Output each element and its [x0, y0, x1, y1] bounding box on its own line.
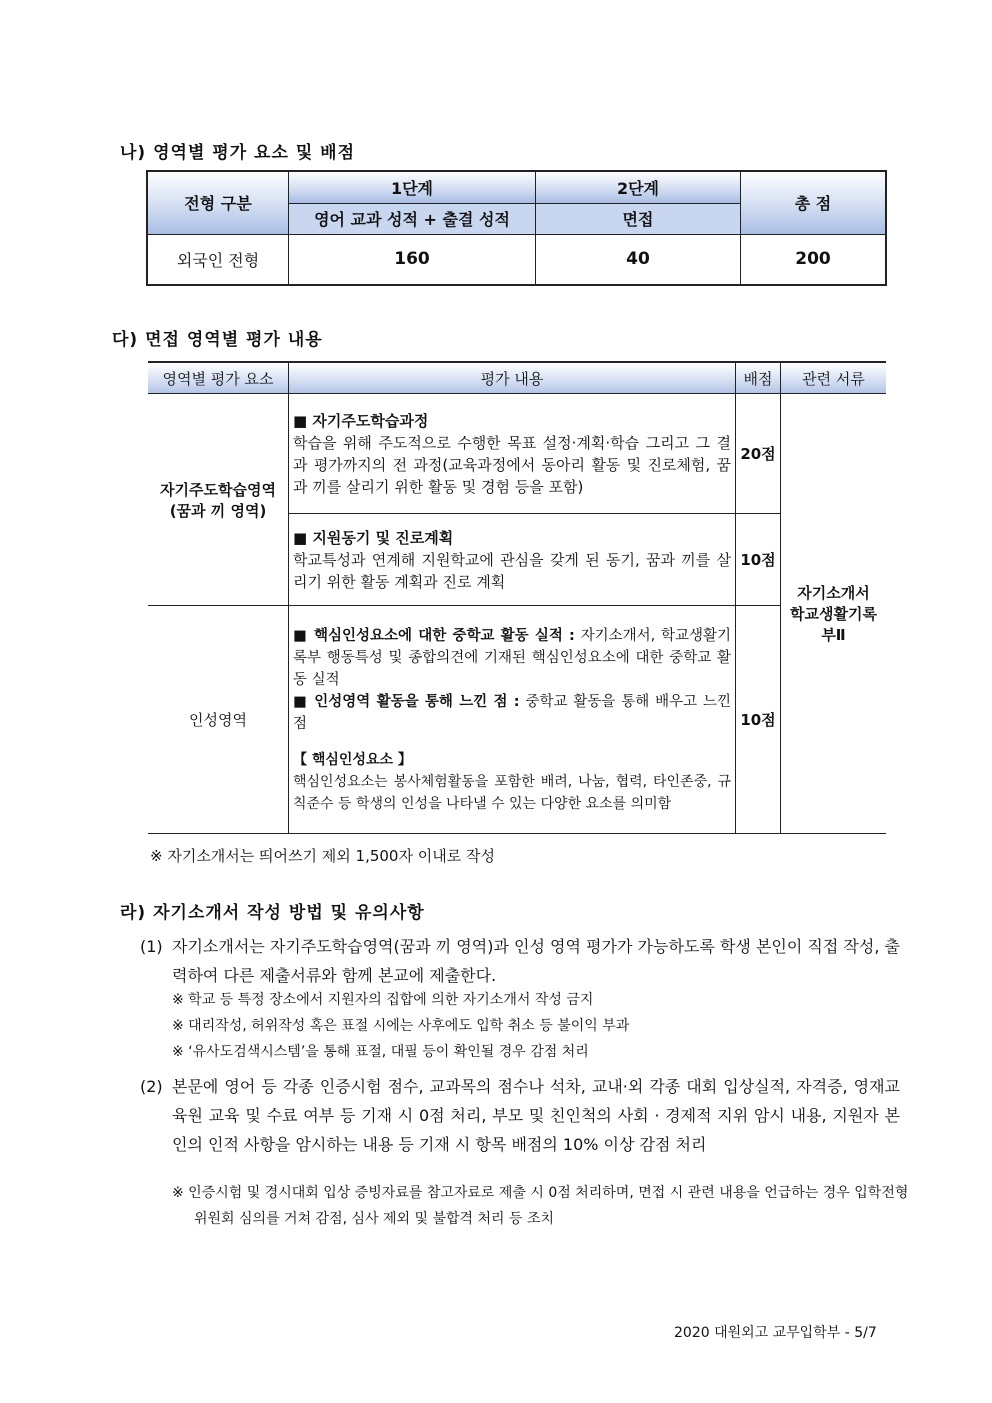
- section-title-na: 나) 영역별 평가 요소 및 배점: [120, 143, 356, 163]
- docs-line1: 자기소개서: [797, 584, 870, 602]
- section-title-ra: 라) 자기소개서 작성 방법 및 유의사항: [120, 903, 425, 923]
- item1-title: ■ 자기주도학습과정: [293, 411, 429, 430]
- related-docs: [781, 394, 887, 834]
- paragraph-1-note-1: ※ 학교 등 특정 장소에서 지원자의 집합에 의한 자기소개서 작성 금지: [172, 992, 594, 1008]
- item2-title: ■ 지원동기 및 진로계획: [293, 528, 454, 547]
- paragraph-1-note-3: ※ ‘유사도검색시스템’을 통해 표절, 대필 등이 확인될 경우 감점 처리: [172, 1044, 589, 1060]
- paragraph-2-text: 본문에 영어 등 각종 인증시험 점수, 교과목의 점수나 석차, 교내·외 각종 대회 입상실적, 자격증, 영재교육원 교육 및 수료 여부 등 기재 시 0점 처리, 부모 및 친인척의 사회 · 경제적 지위 암시 내용, 지원자 본인의 인적 사항을 암시하는 내용 등 기재 시 항목 배점의 10% 이상 감점 처리: [172, 1077, 900, 1154]
- header-area: 영역별 평가 요소: [148, 362, 289, 394]
- score-table: [146, 170, 887, 286]
- header-docs: 관련 서류: [781, 362, 887, 394]
- paragraph-1-num: (1): [140, 937, 163, 956]
- paragraph-2-note: ※ 인증시험 및 경시대회 입상 증빙자료를 참고자료로 제출 시 0점 처리하며, 면접 시 관련 내용을 언급하는 경우 입학전형위원회 심의를 거쳐 감점, 심사 제외 및 불합격 처리 등 조치: [172, 1185, 909, 1227]
- item2-score: 10점: [736, 514, 781, 606]
- item-self-directed-process: [289, 394, 736, 514]
- docs-line3: 부Ⅱ: [821, 626, 846, 644]
- item-motivation: [289, 514, 736, 606]
- item1-score: 20점: [736, 394, 781, 514]
- item5-title: 【 핵심인성요소 】: [293, 751, 412, 768]
- paragraph-1-note-2: ※ 대리작성, 허위작성 혹은 표절 시에는 사후에도 입학 취소 등 불이익 부과: [172, 1018, 630, 1034]
- paragraph-1-text: 자기소개서는 자기주도학습영역(꿈과 끼 영역)과 인성 영역 평가가 가능하도록 학생 본인이 직접 작성, 출력하여 다른 제출서류와 함께 본교에 제출한다.: [172, 937, 900, 985]
- item3-title: ■ 핵심인성요소에 대한 중학교 활동 실적 :: [293, 627, 575, 644]
- item-character: [289, 606, 736, 834]
- page-footer: 2020 대원외고 교무입학부 - 5/7: [674, 1325, 877, 1341]
- paragraph-2: [140, 1072, 900, 1159]
- note-length: ※ 자기소개서는 띄어쓰기 제외 1,500자 이내로 작성: [150, 847, 495, 865]
- interview-table: [148, 361, 886, 834]
- area-character: 인성영역: [148, 606, 289, 834]
- header-stage1: 1단계: [289, 171, 536, 203]
- item1-body: 학습을 위해 주도적으로 수행한 목표 설정·계획·학습 그리고 그 결과 평가까지의 전 과정(교육과정에서 동아리 활동 및 진로체험, 꿈과 끼를 살리기 위한 활동 및 경험 등을 포함): [293, 433, 731, 496]
- item3-score: 10점: [736, 606, 781, 834]
- item3-body: 자기소개서, 학교생활기록부 행동특성 및 종합의견에 기재된 핵심인성요소에 대한 중학교 활동 실적: [293, 627, 731, 688]
- area-self-directed-line1: 자기주도학습영역: [160, 480, 276, 499]
- area-self-directed: [148, 394, 289, 606]
- item2-body: 학교특성과 연계해 지원학교에 관심을 갖게 된 동기, 꿈과 끼를 살리기 위한 활동 계획과 진로 계획: [293, 550, 731, 591]
- section-title-da: 다) 면접 영역별 평가 내용: [112, 330, 323, 350]
- item5-body: 핵심인성요소는 봉사체험활동을 포함한 배려, 나눔, 협력, 타인존중, 규칙준수 등 학생의 인성을 나타낼 수 있는 다양한 요소를 의미함: [293, 773, 731, 812]
- area-self-directed-line2: (꿈과 끼 영역): [169, 501, 267, 520]
- header-stage2-sub: 면접: [536, 203, 741, 234]
- value-total: 200: [741, 234, 887, 285]
- header-content: 평가 내용: [289, 362, 736, 394]
- item4-body: 중학교 활동을 통해 배우고 느낀 점: [293, 693, 732, 732]
- item4-title: ■ 인성영역 활동을 통해 느낀 점 :: [293, 693, 520, 710]
- header-type: 전형 구분: [147, 171, 289, 234]
- paragraph-1: [140, 932, 900, 990]
- paragraph-2-num: (2): [140, 1077, 163, 1096]
- header-stage1-sub: 영어 교과 성적 + 출결 성적: [289, 203, 536, 234]
- docs-line2: 학교생활기록: [790, 605, 877, 623]
- header-stage2: 2단계: [536, 171, 741, 203]
- value-stage2: 40: [536, 234, 741, 285]
- row-label: 외국인 전형: [147, 234, 289, 285]
- header-total: 총 점: [741, 171, 887, 234]
- value-stage1: 160: [289, 234, 536, 285]
- header-score: 배점: [736, 362, 781, 394]
